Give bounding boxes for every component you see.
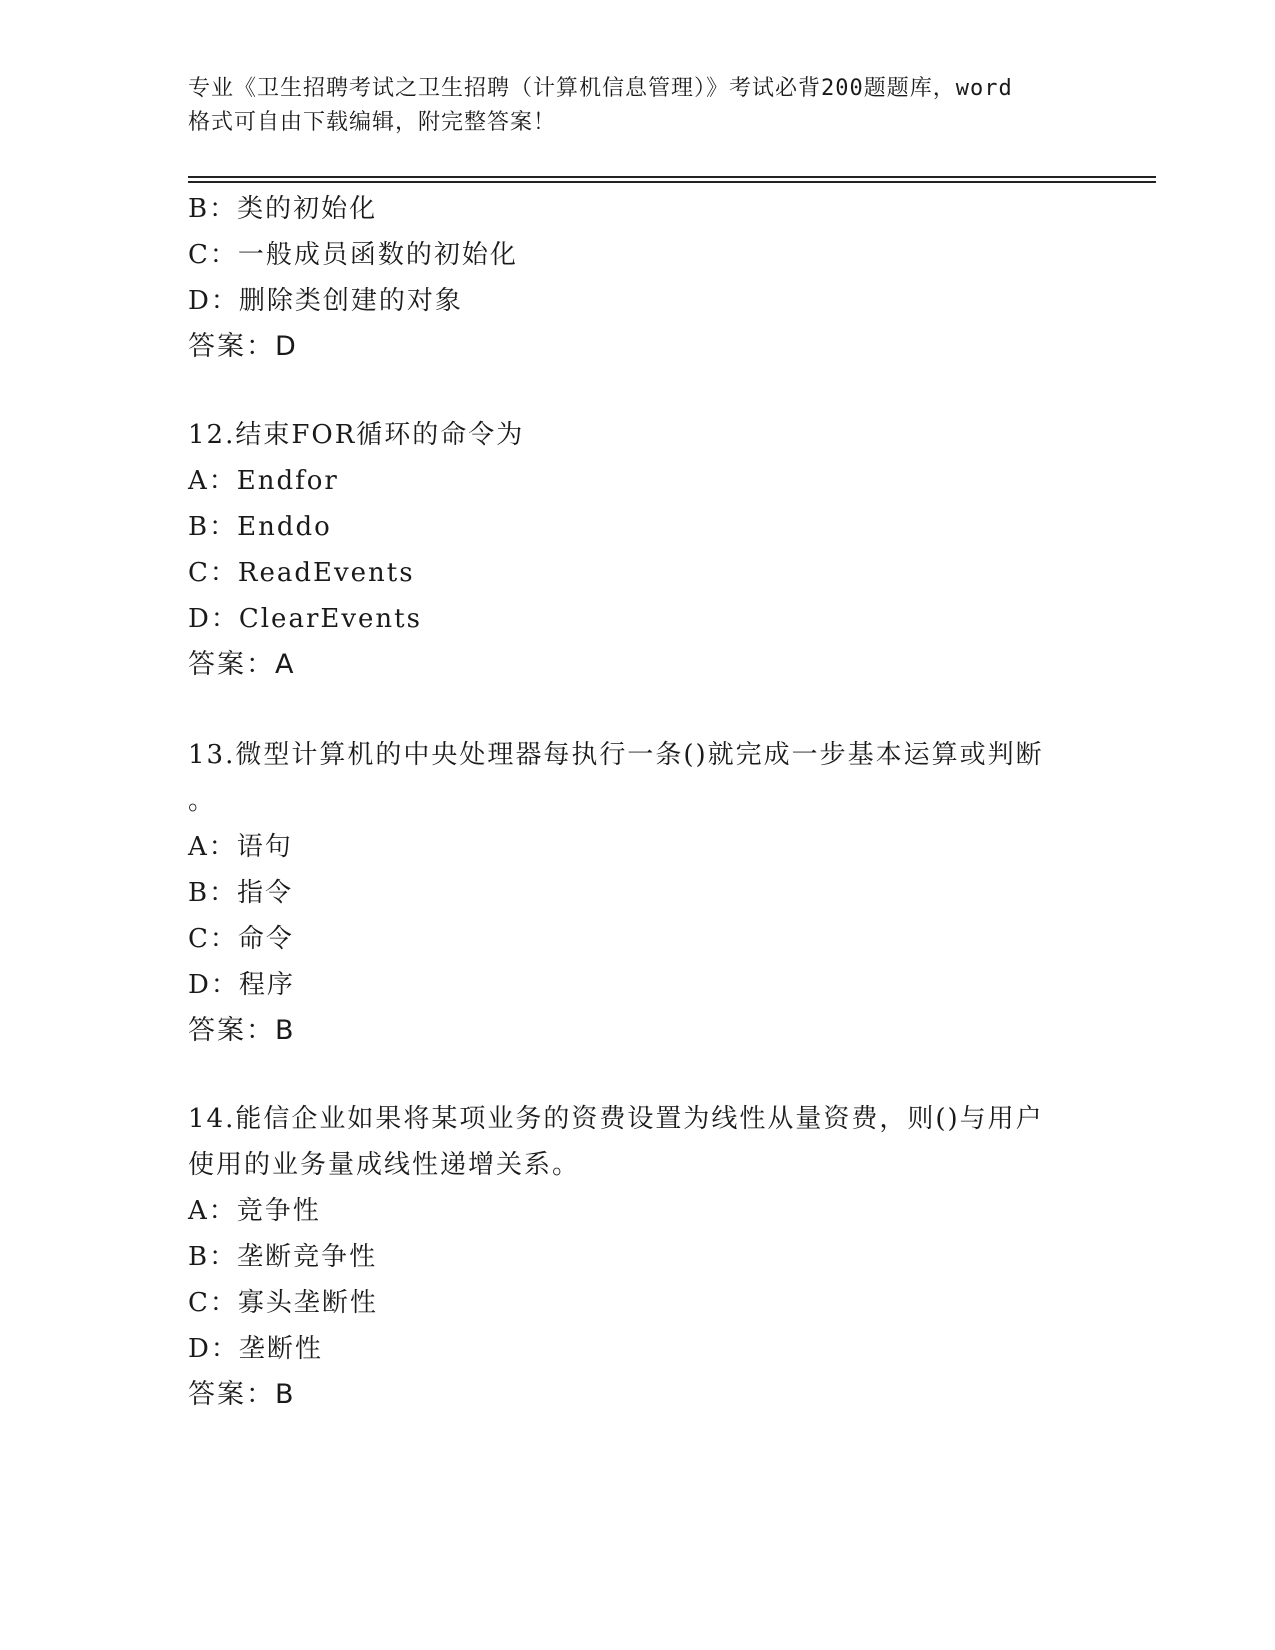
answer-line: 答案：A [188, 649, 296, 680]
answer-line: 答案：B [188, 1015, 296, 1046]
question-text-line-2: 。 [188, 786, 217, 816]
option-b: B：Enddo [188, 512, 332, 542]
header-divider-bottom [188, 181, 1156, 183]
option-b: B：指令 [188, 878, 294, 908]
option-a: A：Endfor [188, 466, 339, 496]
document-header [188, 72, 1088, 140]
option-c: C：一般成员函数的初始化 [188, 240, 518, 270]
option-a: A：竞争性 [188, 1196, 321, 1226]
question-12 [188, 412, 1088, 688]
option-c: C：寡头垄断性 [188, 1288, 378, 1318]
option-a: A：语句 [188, 832, 293, 862]
answer-line: 答案：D [188, 331, 298, 362]
question-13 [188, 732, 1088, 1054]
question-14 [188, 1096, 1088, 1418]
option-d: D：程序 [188, 970, 295, 1000]
question-11-tail [188, 186, 1088, 370]
option-b: B：类的初始化 [188, 194, 378, 224]
header-title-line-1: 专业《卫生招聘考试之卫生招聘（计算机信息管理）》考试必背200题题库，word [188, 76, 1013, 101]
question-text-line-2: 使用的业务量成线性递增关系。 [188, 1150, 581, 1180]
question-text: 12.结束FOR循环的命令为 [188, 420, 525, 450]
answer-line: 答案：B [188, 1379, 296, 1410]
option-d: D：删除类创建的对象 [188, 286, 463, 316]
question-text-line-1: 14.能信企业如果将某项业务的资费设置为线性从量资费，则()与用户 [188, 1104, 1044, 1134]
option-c: C：命令 [188, 924, 294, 954]
header-title-line-2: 格式可自由下载编辑，附完整答案！ [188, 110, 557, 135]
header-divider-top [188, 176, 1156, 178]
option-d: D：垄断性 [188, 1334, 323, 1364]
option-c: C：ReadEvents [188, 558, 415, 588]
option-d: D：ClearEvents [188, 604, 422, 634]
question-text-line-1: 13.微型计算机的中央处理器每执行一条()就完成一步基本运算或判断 [188, 740, 1044, 770]
option-b: B：垄断竞争性 [188, 1242, 378, 1272]
